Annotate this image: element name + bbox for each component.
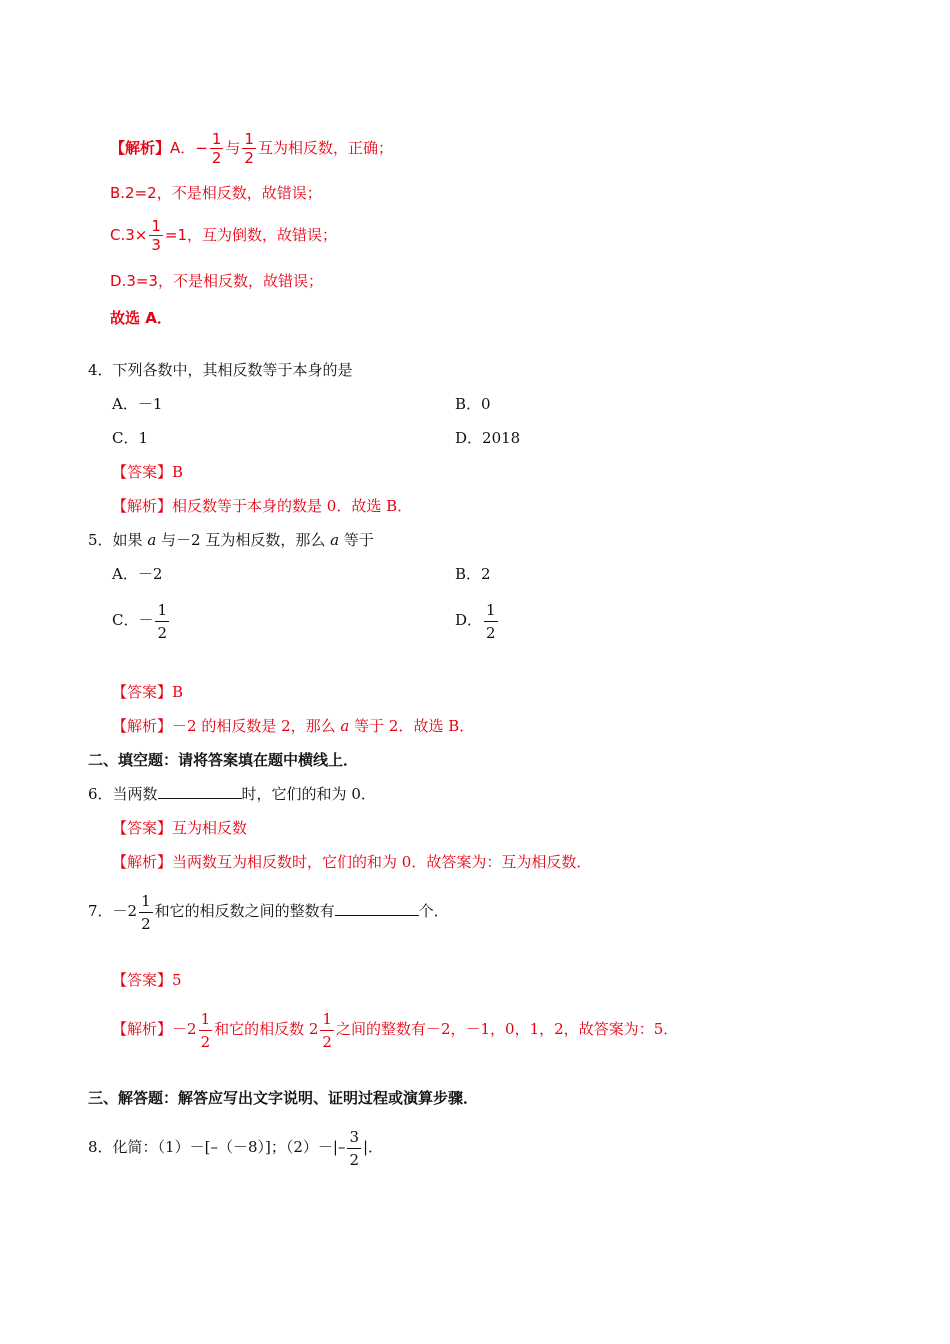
q7-analysis: 【解析】－2 $\frac{1}{2}$ 和它的相反数 2 $\frac{1}{2}$ 之间的整数有－2，－1，0，1，2，故答案为：5． (112, 1009, 679, 1051)
analysis-tag: 【解析】 (112, 497, 173, 515)
answer-value: 互为相反数 (172, 819, 248, 837)
fraction: $\frac{1}{2}$ (141, 891, 151, 933)
section-heading-fill-in: 二、填空题：请将答案填在题中横线上． (88, 751, 359, 769)
answer-value: 5 (172, 971, 182, 989)
q3-analysis-b: B.2=2，不是相反数，故错误； (110, 184, 322, 202)
answer-tag: 【答案】 (112, 819, 173, 837)
fraction: $\frac{1}{3}$ (151, 217, 161, 254)
q5-option-a: A．－2 (112, 565, 163, 583)
answer-value: B (172, 683, 184, 701)
q6-answer (112, 818, 247, 838)
q5-option-b: B．2 (455, 565, 491, 583)
q6-analysis: 【解析】当两数互为相反数时，它们的和为 0．故答案为：互为相反数． (112, 853, 592, 871)
fraction: $\frac{1}{2}$ (486, 600, 496, 642)
q4-answer (112, 462, 183, 482)
answer-value: B (172, 463, 184, 481)
q3-analysis-a: 【解析】A．− $\frac{1}{2}$ 与 $\frac{1}{2}$ 互为相反数，正确； (110, 130, 393, 167)
option-text: A．− (170, 139, 208, 157)
analysis-tag: 【解析】 (112, 853, 173, 871)
fraction: $\frac{1}{2}$ (211, 130, 222, 167)
q5-answer (112, 682, 183, 702)
q3-analysis-d: D.3=3，不是相反数，故错误； (110, 272, 323, 290)
q4-stem: 4．下列各数中，其相反数等于本身的是 (88, 361, 353, 379)
q5-stem: 5．如果 a 与－2 互为相反数，那么 a 等于 (88, 531, 374, 549)
answer-tag: 【答案】 (112, 683, 173, 701)
fraction: $\frac{1}{2}$ (200, 1009, 211, 1051)
analysis-tag: 【解析】 (112, 1020, 173, 1038)
q3-analysis-c: C.3× $\frac{1}{3}$ =1，互为倒数，故错误； (110, 217, 338, 254)
q4-option-d: D．2018 (455, 429, 521, 447)
q6-stem: 6．当两数 时，它们的和为 0． (88, 785, 376, 803)
q4-option-c: C．1 (112, 429, 149, 447)
section-heading-solve: 三、解答题：解答应写出文字说明、证明过程或演算步骤． (88, 1089, 479, 1107)
q7-answer (112, 970, 182, 990)
q4-option-b: B．0 (455, 395, 491, 413)
answer-tag: 【答案】 (112, 971, 173, 989)
fraction: $\frac{3}{2}$ (349, 1127, 359, 1169)
analysis-tag: 【解析】 (112, 717, 173, 735)
q5-analysis: 【解析】－2 的相反数是 2，那么 a 等于 2．故选 B． (112, 717, 475, 735)
answer-tag: 【答案】 (112, 463, 173, 481)
q3-conclusion: 故选 A． (110, 309, 172, 327)
fraction: $\frac{1}{2}$ (244, 130, 254, 167)
q8-stem: 8．化简：（1）－[–（－8）]；（2）－|– $\frac{3}{2}$ |． (88, 1127, 384, 1169)
answer-blank (158, 784, 242, 799)
answer-blank (335, 901, 419, 916)
q5-option-d: D． $\frac{1}{2}$ (455, 600, 496, 642)
fraction: $\frac{1}{2}$ (322, 1009, 332, 1051)
q4-option-a: A．－1 (112, 395, 163, 413)
fraction: $\frac{1}{2}$ (157, 600, 168, 642)
q4-analysis: 【解析】相反数等于本身的数是 0．故选 B． (112, 497, 413, 515)
q5-option-c: C．－ $\frac{1}{2}$ (112, 600, 168, 642)
analysis-tag: 【解析】 (110, 139, 171, 157)
q7-stem: 7．－2 $\frac{1}{2}$ 和它的相反数之间的整数有 个． (88, 891, 449, 933)
